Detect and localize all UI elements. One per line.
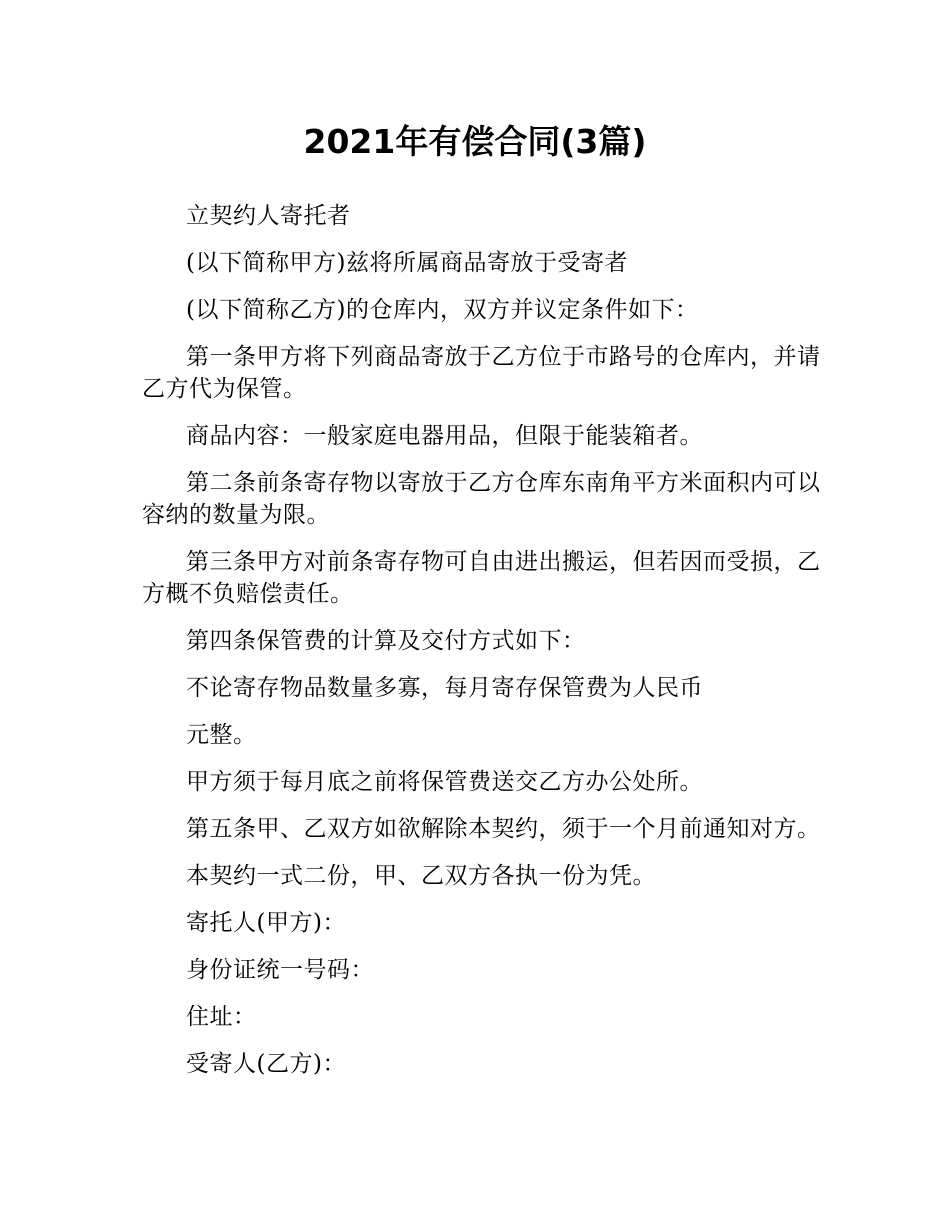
signature-party-a: 寄托人(甲方)： [186, 910, 346, 936]
document-title: 2021年有偿合同(3篇) [303, 122, 647, 161]
paragraph-party-a-intro: 立契约人寄托者 [186, 203, 351, 229]
paragraph-article-5: 第五条甲、乙双方如欲解除本契约，须于一个月前通知对方。 [186, 816, 821, 842]
document-body [142, 200, 822, 1095]
paragraph-copies: 本契约一式二份，甲、乙双方各执一份为凭。 [186, 863, 656, 889]
signature-party-b: 受寄人(乙方)： [186, 1051, 346, 1077]
paragraph-article-3: 第三条甲方对前条寄存物可自由进出搬运，但若因而受损，乙方概不负赔偿责任。 [142, 549, 821, 607]
paragraph-fee-payment: 甲方须于每月底之前将保管费送交乙方办公处所。 [186, 769, 703, 795]
paragraph-goods-content: 商品内容：一般家庭电器用品，但限于能装箱者。 [186, 423, 703, 449]
paragraph-fee-unit: 元整。 [186, 722, 257, 748]
paragraph-party-b-definition: (以下简称乙方)的仓库内，双方并议定条件如下： [186, 297, 699, 323]
paragraph-article-2: 第二条前条寄存物以寄放于乙方仓库东南角平方米面积内可以容纳的数量为限。 [142, 470, 821, 528]
signature-address: 住址： [186, 1004, 257, 1030]
paragraph-fee-amount: 不论寄存物品数量多寡，每月寄存保管费为人民币 [186, 675, 703, 701]
paragraph-article-4: 第四条保管费的计算及交付方式如下： [186, 628, 586, 654]
paragraph-party-a-definition: (以下简称甲方)兹将所属商品寄放于受寄者 [186, 250, 628, 276]
paragraph-article-1: 第一条甲方将下列商品寄放于乙方位于市路号的仓库内，并请乙方代为保管。 [142, 344, 821, 402]
signature-id-number: 身份证统一号码： [186, 957, 374, 983]
